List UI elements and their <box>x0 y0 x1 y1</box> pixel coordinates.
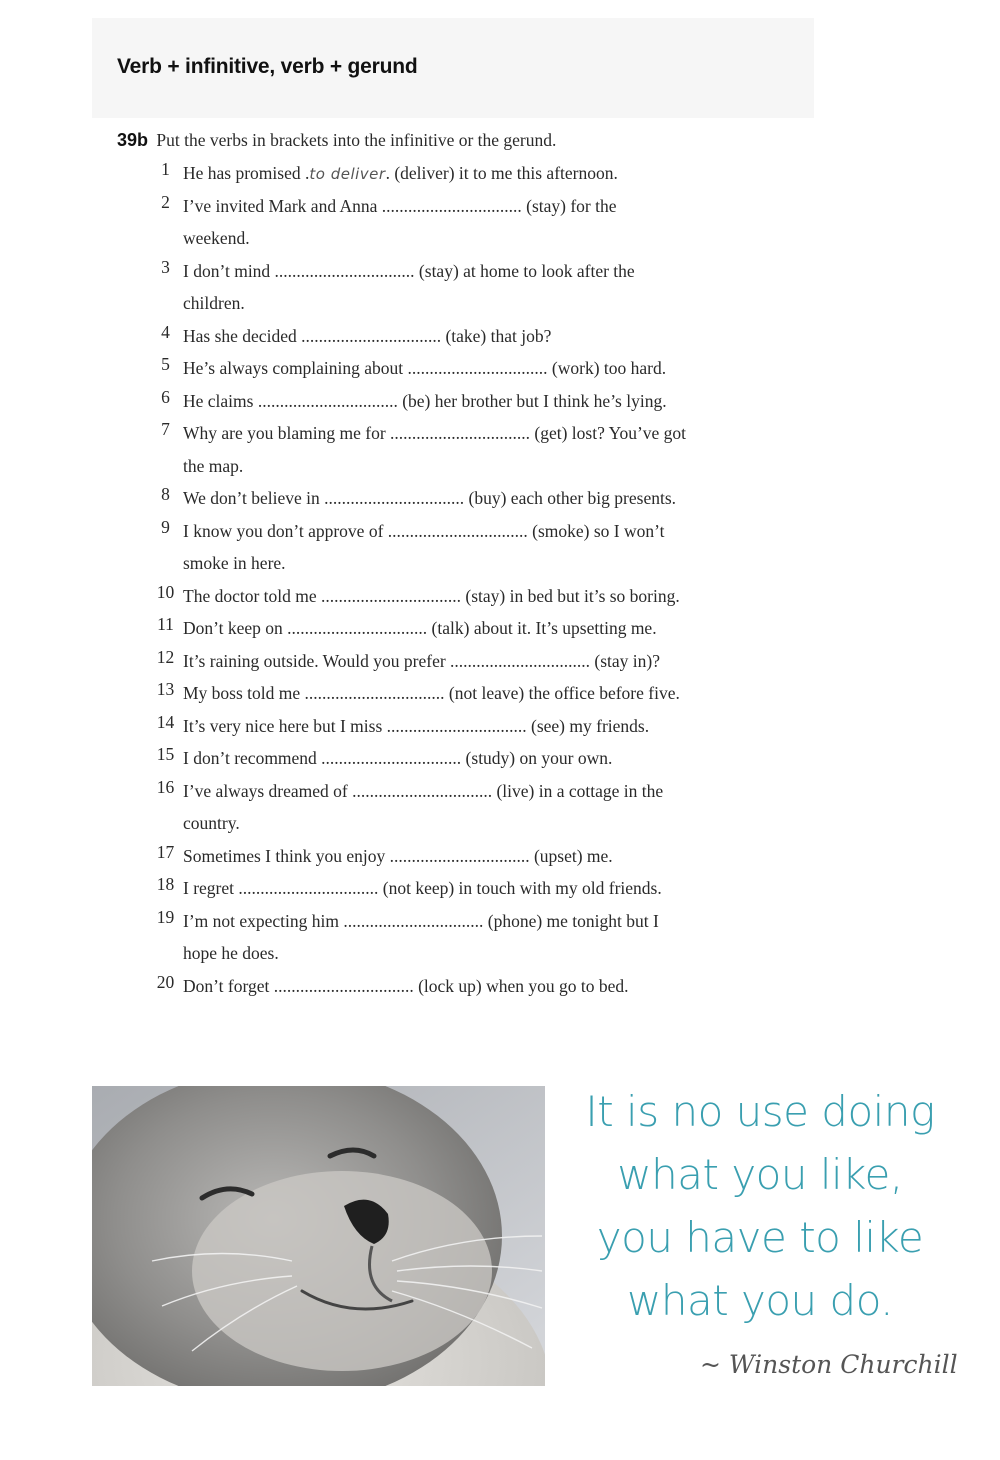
item-text <box>183 842 828 875</box>
item-line: It’s raining outside. Would you prefer ................................ (stay in)? <box>183 650 661 671</box>
item-number: 5 <box>161 354 170 374</box>
exercise-item <box>148 322 828 355</box>
item-text <box>183 712 828 745</box>
item-text <box>183 972 828 1005</box>
exercise-item <box>148 614 828 647</box>
item-line: I know you don’t approve of ................................ (smoke) so I won’t <box>183 520 665 541</box>
seal-illustration <box>92 1086 545 1386</box>
item-text <box>183 484 828 517</box>
exercise-item <box>148 777 828 842</box>
item-text <box>183 744 828 777</box>
exercise-item <box>148 647 828 680</box>
quote-block <box>560 1080 960 1332</box>
item-number: 8 <box>161 484 170 504</box>
item-text <box>183 874 828 907</box>
example-answer: to deliver <box>309 165 386 183</box>
item-line: My boss told me ................................ (not leave) the office before five. <box>183 683 680 703</box>
item-number: 18 <box>156 874 175 894</box>
item-text <box>183 192 828 257</box>
item-line: Sometimes I think you enjoy ................................ (upset) me. <box>183 845 613 866</box>
item-number: 20 <box>156 971 175 992</box>
item-line: Has she decided ................................ (take) that job? <box>183 325 552 346</box>
item-number: 2 <box>161 191 170 212</box>
item-number: 4 <box>161 321 170 342</box>
item-line: Why are you blaming me for ................................ (get) lost? You’ve got <box>183 423 687 443</box>
item-line: I’ve always dreamed of ................................ (live) in a cottage in the <box>183 780 664 801</box>
exercise-item <box>148 192 828 257</box>
exercise-header <box>117 130 556 151</box>
item-line-before: He has promised . <box>183 163 310 183</box>
exercise-item <box>148 744 828 777</box>
item-number: 9 <box>161 516 170 537</box>
seal-photo <box>92 1086 545 1386</box>
item-line: I’ve invited Mark and Anna ................................ (stay) for the <box>183 195 617 216</box>
item-text <box>183 679 828 712</box>
item-line: I’m not expecting him ................................ (phone) me tonight but I <box>183 910 659 931</box>
item-number: 14 <box>156 711 175 732</box>
item-number: 11 <box>157 614 174 634</box>
item-text <box>183 159 828 192</box>
item-text <box>183 907 828 972</box>
item-line: I don’t recommend ................................ (study) on your own. <box>183 748 613 768</box>
exercise-item <box>148 972 828 1005</box>
item-line: Don’t forget ................................ (lock up) when you go to bed. <box>183 975 629 996</box>
item-line: It’s very nice here but I miss ................................ (see) my friends. <box>183 715 650 736</box>
item-number: 15 <box>156 744 175 764</box>
exercise-item <box>148 874 828 907</box>
item-text <box>183 647 828 680</box>
item-line: He claims ................................ (be) her brother but I think he’s lying. <box>183 390 667 411</box>
exercise-item <box>148 387 828 420</box>
exercise-number: 39b <box>117 130 149 150</box>
exercise-item <box>148 517 828 582</box>
item-line: weekend. <box>183 228 250 248</box>
quote-line: what you do. <box>626 1276 893 1325</box>
item-line: Don’t keep on ................................ (talk) about it. It’s upsetting me. <box>183 618 657 638</box>
item-line: I regret ................................ (not keep) in touch with my old friends. <box>183 878 662 898</box>
item-number: 7 <box>161 419 170 439</box>
item-number: 3 <box>161 256 170 277</box>
item-line: country. <box>183 813 240 833</box>
question-list <box>148 159 828 1004</box>
quote-attribution: ~ Winston Churchill <box>700 1350 958 1379</box>
page-title: Verb + infinitive, verb + gerund <box>117 55 418 78</box>
item-text <box>183 777 828 842</box>
exercise-item <box>148 712 828 745</box>
item-line-after: . (deliver) it to me this afternoon. <box>385 163 618 183</box>
exercise-item <box>148 159 828 192</box>
item-line <box>183 159 828 192</box>
item-line: hope he does. <box>183 943 279 963</box>
item-number: 16 <box>156 776 175 797</box>
exercise-item <box>148 257 828 322</box>
quote-line: you have to like <box>596 1213 924 1262</box>
item-line: We don’t believe in ................................ (buy) each other big presents. <box>183 488 677 508</box>
item-line: I don’t mind ................................ (stay) at home to look after the <box>183 260 635 281</box>
item-line: the map. <box>183 455 244 476</box>
exercise-item <box>148 354 828 387</box>
item-text <box>183 582 828 615</box>
exercise-item <box>148 842 828 875</box>
exercise-item <box>148 484 828 517</box>
exercise-item <box>148 419 828 484</box>
item-text <box>183 322 828 355</box>
item-line: children. <box>183 293 245 313</box>
exercise-instruction: Put the verbs in brackets into the infinitive or the gerund. <box>156 130 557 150</box>
item-text <box>183 419 828 484</box>
item-text <box>183 257 828 322</box>
item-text <box>183 354 828 387</box>
item-number: 1 <box>161 159 170 179</box>
item-text <box>183 614 828 647</box>
exercise-item <box>148 679 828 712</box>
item-number: 12 <box>156 646 175 667</box>
item-number: 19 <box>156 906 175 927</box>
item-line: smoke in here. <box>183 553 286 573</box>
item-line: He’s always complaining about ................................ (work) too hard. <box>183 358 667 378</box>
item-number: 13 <box>156 679 175 699</box>
item-number: 10 <box>156 581 175 602</box>
quote-line: It is no use doing <box>585 1087 935 1136</box>
item-number: 17 <box>156 841 175 862</box>
exercise-item <box>148 582 828 615</box>
item-text <box>183 517 828 582</box>
item-text <box>183 387 828 420</box>
item-line: The doctor told me ................................ (stay) in bed but it’s so boring. <box>183 585 680 606</box>
quote-line: what you like, <box>617 1150 903 1199</box>
item-number: 6 <box>161 386 170 407</box>
exercise-item <box>148 907 828 972</box>
